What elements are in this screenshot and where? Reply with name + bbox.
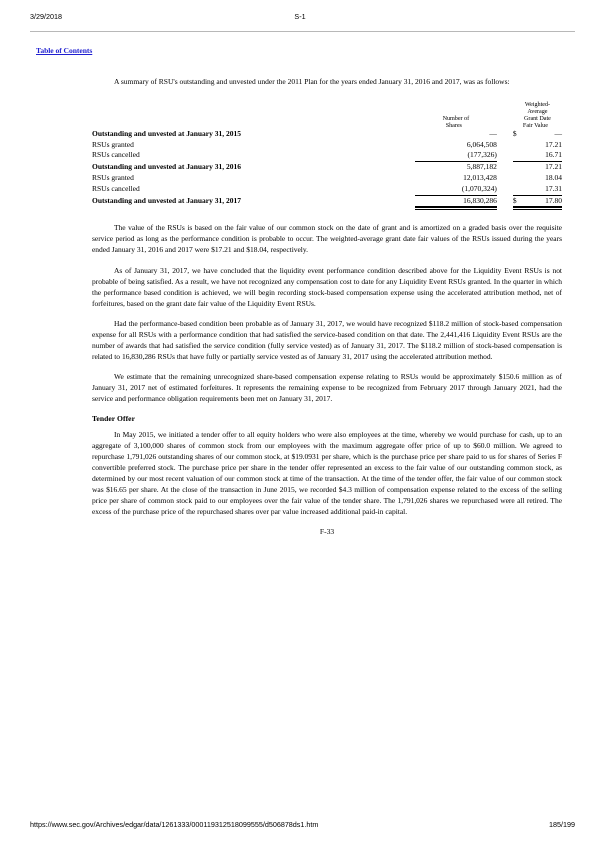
header-spacer-1 (399, 101, 415, 129)
header-fv-line4: Fair Value (522, 122, 548, 130)
table-rule-row (92, 207, 562, 209)
document-content (38, 76, 562, 536)
row-spacer (399, 162, 415, 173)
table-row (92, 195, 562, 207)
header-blank (92, 101, 399, 129)
fair-value-currency (513, 150, 523, 161)
shares-currency (415, 184, 425, 195)
shares-currency (415, 173, 425, 184)
browser-print-header (0, 12, 600, 26)
row-label: Outstanding and unvested at January 31, 2016 (92, 162, 241, 172)
row-spacer (497, 129, 513, 140)
table-row (92, 184, 562, 195)
fair-value-currency (513, 184, 523, 195)
shares-currency (415, 129, 425, 140)
shares-currency (415, 150, 425, 161)
table-of-contents-link[interactable]: Table of Contents (36, 46, 93, 55)
header-shares-line1: Number of (442, 115, 470, 123)
paragraph-unrecognized-expense: We estimate that the remaining unrecognized share-based compensation expense relating to RSUs would be approximately $150.6 million as of January 31, 2017 net of estimated forfeitures. It represents the remaining expense to be recognized from February 2017 through January 2021, had the service and performance obligation requirements been met on January 31, 2017. (92, 372, 562, 404)
row-label: RSUs granted (92, 172, 134, 182)
shares-value: 16,830,286 (463, 195, 497, 205)
shares-value: 6,064,508 (466, 139, 497, 149)
row-label: RSUs granted (92, 139, 134, 149)
row-spacer (497, 140, 513, 151)
paragraph-tender-offer: In May 2015, we initiated a tender offer to all equity holders who were also employees at the time, whereby we would purchase for cash, up to an aggregate of 3,100,000 shares of common stock from our employees with the maximum aggregate offer price of up to $60.0 million. We agreed to repurchase 1,791,026 outstanding shares of our common stock, at $19.0931 per share, which is the purchase price per share paid to us for shares of Series F convertible preferred stock. The purchase price per share in the tender offer represented an excess to the fair value of our outstanding common stock, as determined by our most recent valuation of our common stock at time of the transaction. At the time of the tender offer, the fair value of our common stock was $16.65 per share. At the close of the transaction in June 2015, we recorded $4.3 million of compensation expense related to the excess of the selling price per share of common stock paid to our employees over the fair value of the tender share. The 1,791,026 shares we repurchased were all retired. The excess of the purchase price of the repurchased shares over par value increased additional paid-in capital. (92, 429, 562, 517)
header-fv-line1: Weighted- (524, 101, 551, 109)
table-row (92, 150, 562, 161)
table-body (92, 129, 562, 209)
fair-value-value: 18.04 (545, 172, 562, 182)
header-fv-line2: Average (527, 108, 548, 116)
header-number-of-shares (415, 101, 497, 129)
row-spacer (497, 173, 513, 184)
fair-value-currency: $ (512, 195, 517, 205)
shares-rule (415, 207, 497, 209)
row-spacer (399, 184, 415, 195)
browser-print-footer (0, 820, 600, 832)
paragraph-liquidity-event: As of January 31, 2017, we have concluded that the liquidity event performance condition described above for the Liquidity Event RSUs is not probable of being satisfied. As a result, we have not recognized any compensation cost to date for any Liquidity Event RSUs granted. In the quarter in which the performance based condition is achieved, we will begin recording stock-based compensation expense using the accelerated attribution method, net of forfeitures, based on the grant date fair value of the Liquidity Event RSUs. (92, 265, 562, 308)
page-indicator: 185/199 (549, 820, 575, 829)
fair-value-value: 17.80 (545, 195, 562, 205)
shares-value: 5,887,182 (466, 162, 497, 172)
table-row (92, 140, 562, 151)
header-spacer-2 (497, 101, 513, 129)
row-label: RSUs cancelled (92, 150, 140, 160)
rsu-summary-table (92, 101, 562, 210)
table-header (92, 101, 562, 129)
shares-currency (415, 162, 425, 173)
shares-currency (415, 195, 425, 207)
row-spacer (497, 195, 513, 207)
document-page (0, 40, 600, 536)
row-spacer (399, 129, 415, 140)
rsu-table-container (92, 101, 562, 210)
fair-value-currency (513, 173, 523, 184)
header-fv-line3: Grant Date (524, 115, 551, 123)
intro-paragraph: A summary of RSU's outstanding and unvested under the 2011 Plan for the years ended January 31, 2016 and 2017, was as follows: (114, 77, 510, 86)
row-spacer (399, 140, 415, 151)
table-row (92, 162, 562, 173)
fair-value-currency (513, 140, 523, 151)
row-spacer (399, 173, 415, 184)
header-grant-date-fair-value (513, 101, 562, 129)
fair-value-value: 17.21 (545, 162, 562, 172)
row-spacer (399, 195, 415, 207)
header-divider (30, 31, 575, 32)
fair-value-currency: $ (512, 129, 517, 139)
paragraph-performance-condition: Had the performance-based condition been probable as of January 31, 2017, we would have recognized $118.2 million of stock-based compensation expense for all RSUs with a performance condition that had satisfied the service-based condition on that date. The 2,441,416 Liquidity Event RSUs are the number of awards that had satisfied the service condition (fully service vested) as of January 31, 2017. The $118.2 million of stock-based compensation is related to 16,830,286 RSUs that have fully or partially service vested as of January 31, 2017 using the accelerated attribution method. (92, 318, 562, 362)
row-label: RSUs cancelled (92, 183, 140, 193)
row-label: Outstanding and unvested at January 31, 2015 (92, 129, 241, 139)
fair-value-value: 16.71 (545, 150, 562, 160)
shares-value: 12,013,428 (463, 172, 497, 182)
shares-value: — (489, 129, 497, 139)
tender-offer-heading: Tender Offer (92, 413, 135, 423)
shares-currency (415, 140, 425, 151)
source-url: https://www.sec.gov/Archives/edgar/data/1261333/000119312518099555/d506878ds1.htm (30, 820, 319, 829)
shares-value: (1,070,324) (461, 183, 497, 193)
row-spacer (497, 162, 513, 173)
shares-value: (177,326) (467, 150, 497, 160)
fair-value-value: — (554, 129, 562, 139)
fair-value-value: 17.31 (545, 183, 562, 193)
paragraph-rsu-value: The value of the RSUs is based on the fair value of our common stock on the date of grant and is amortized on a graded basis over the requisite service period as long as the performance condition is probable to occur. The weighted-average grant date fair values of the RSUs issued during the years ended January 31, 2016 and 2017 were $17.21 and $18.04, respectively. (92, 223, 562, 255)
table-header-row (92, 101, 562, 129)
row-spacer (497, 184, 513, 195)
table-row (92, 173, 562, 184)
rule-blank (92, 207, 399, 209)
document-title: S-1 (294, 12, 306, 21)
page-marker: F-33 (319, 527, 335, 537)
rule-spacer (399, 207, 415, 209)
fair-value-currency (513, 162, 523, 173)
row-spacer (497, 150, 513, 161)
rule-spacer (497, 207, 513, 209)
row-label: Outstanding and unvested at January 31, 2017 (92, 196, 241, 206)
print-date: 3/29/2018 (30, 12, 62, 21)
fair-value-value: 17.21 (545, 139, 562, 149)
header-shares-line2: Shares (445, 122, 462, 130)
row-spacer (399, 150, 415, 161)
fair-value-rule (513, 207, 562, 209)
table-row (92, 129, 562, 140)
